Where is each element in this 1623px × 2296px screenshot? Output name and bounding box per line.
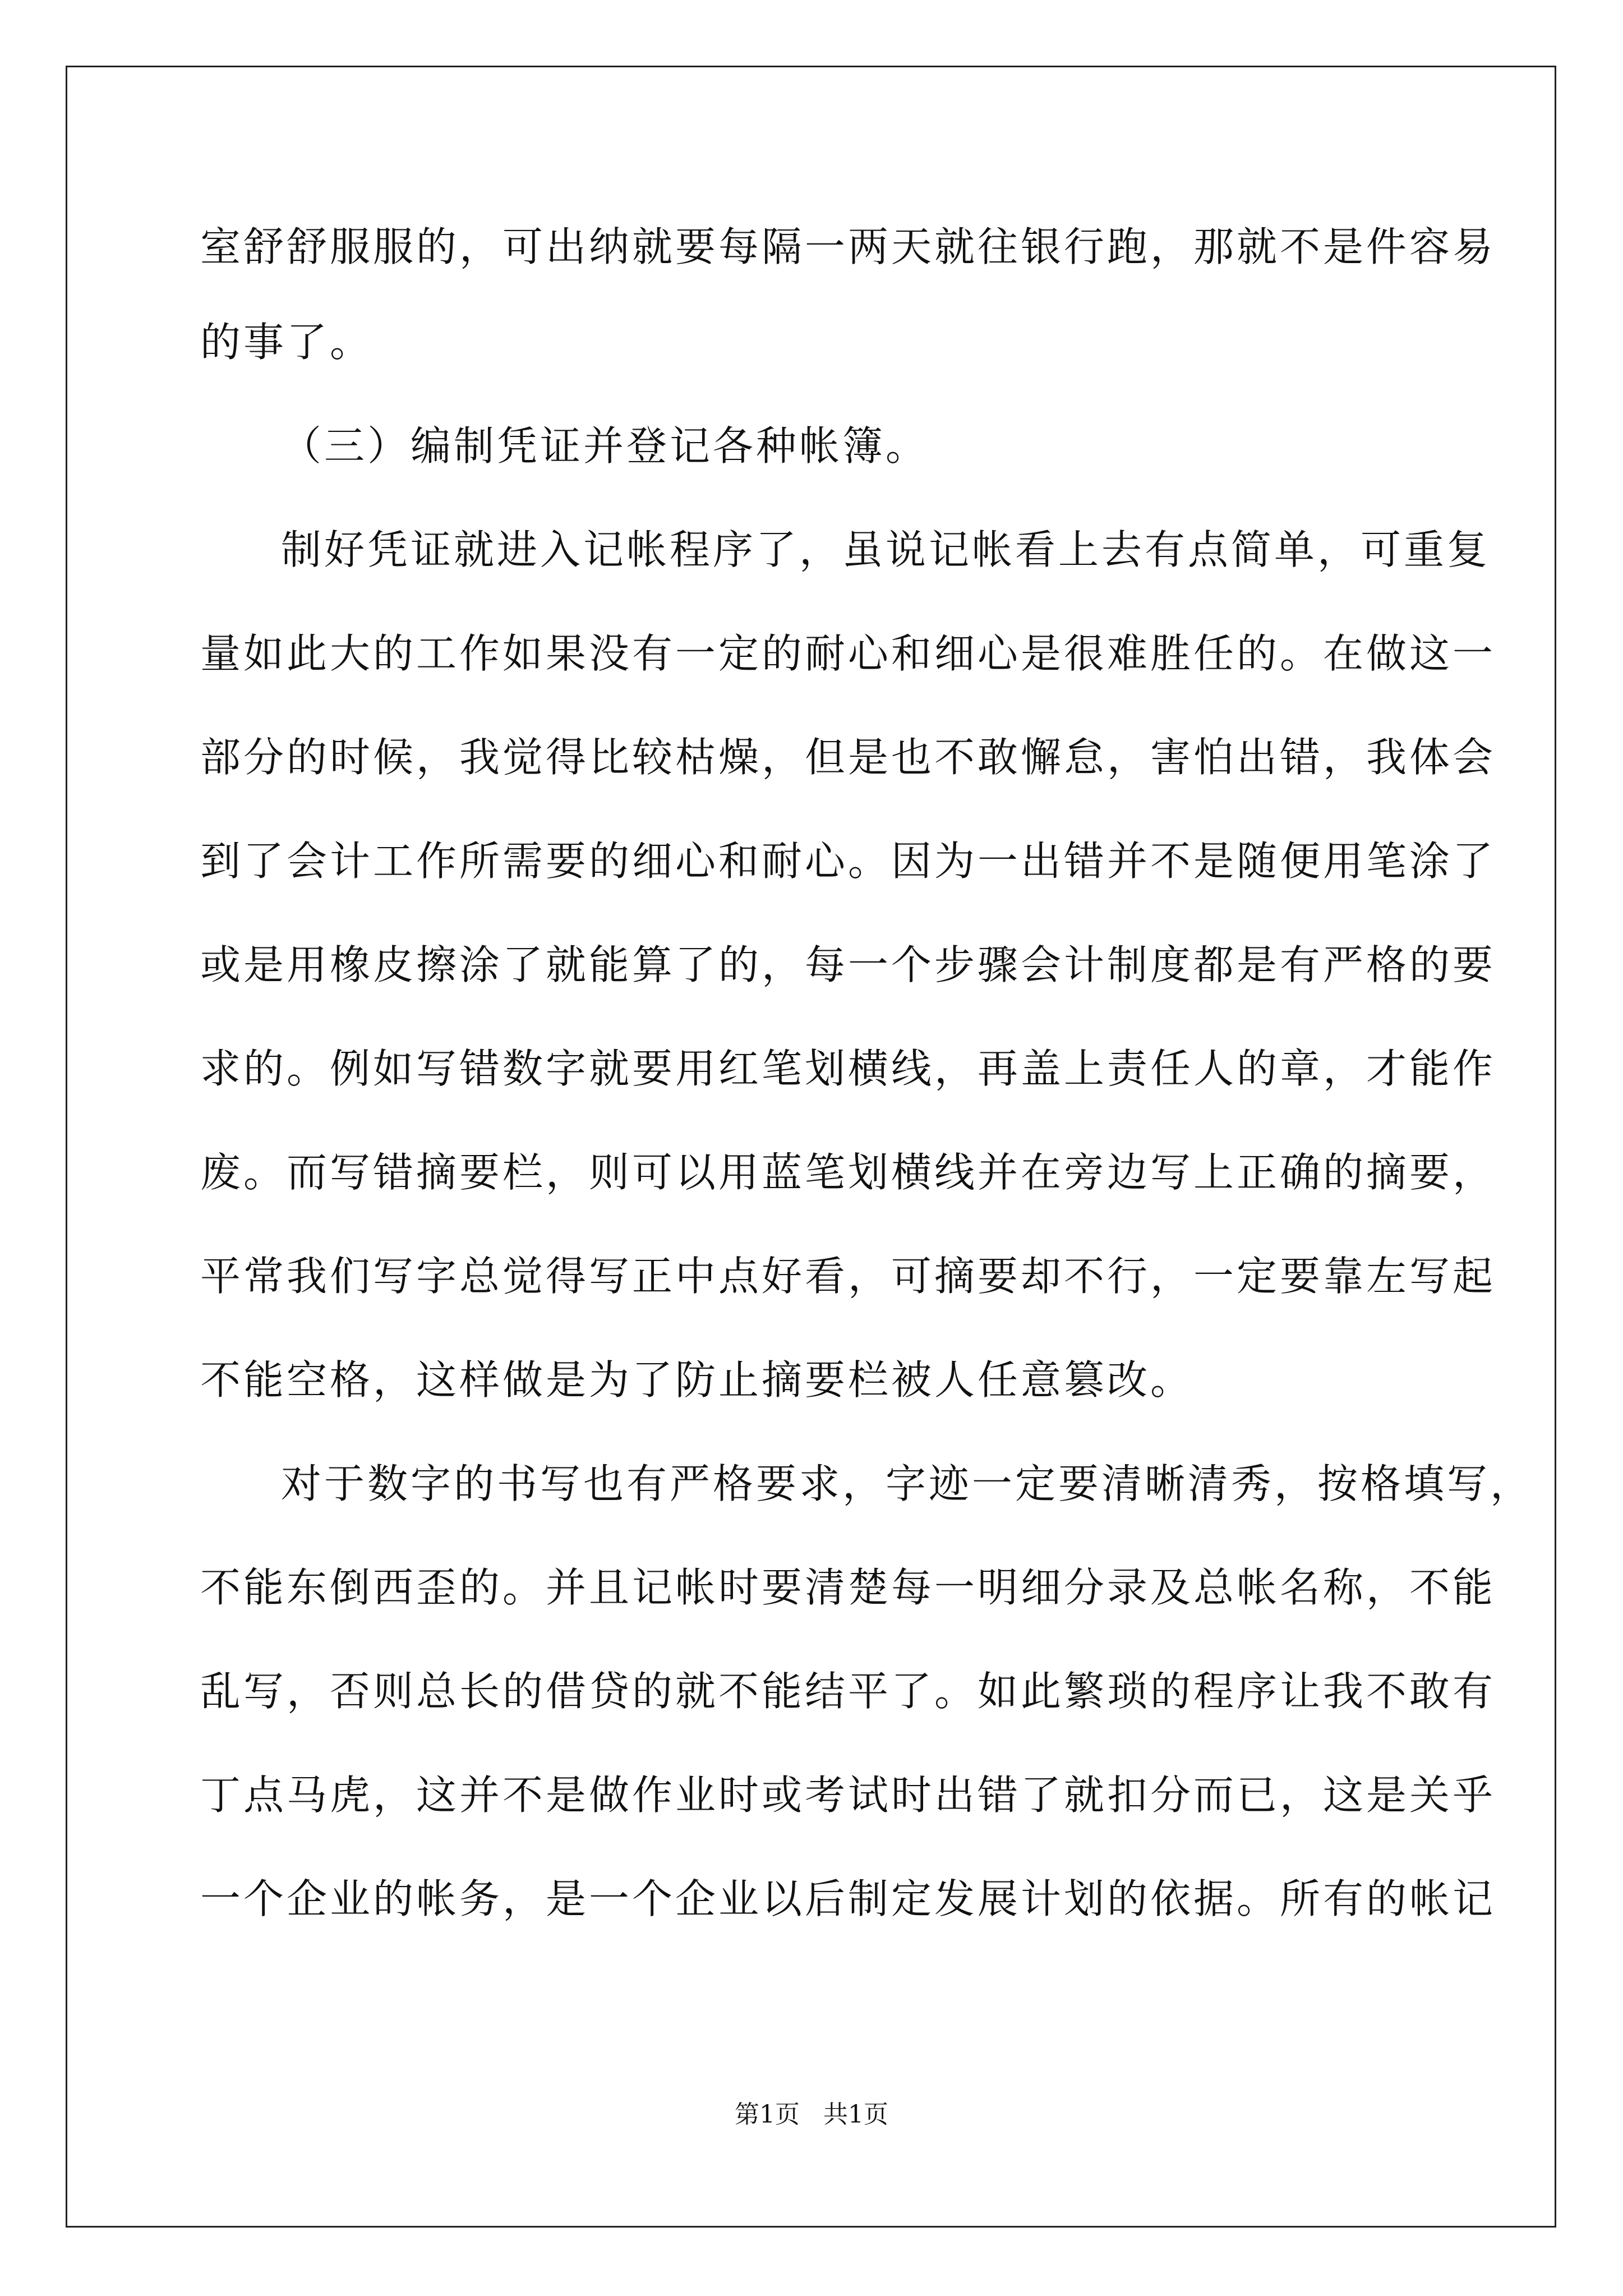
text-line: 到了会计工作所需要的细心和耐心。因为一出错并不是随便用笔涂了 — [200, 838, 1496, 885]
text-line: 乱写，否则总长的借贷的就不能结平了。如此繁琐的程序让我不敢有 — [200, 1668, 1496, 1715]
text-line: 部分的时候，我觉得比较枯燥，但是也不敢懈怠，害怕出错，我体会 — [200, 734, 1496, 781]
text-line: 量如此大的工作如果没有一定的耐心和细心是很难胜任的。在做这一 — [200, 630, 1496, 677]
text-line: 一个企业的帐务，是一个企业以后制定发展计划的依据。所有的帐记 — [200, 1875, 1496, 1922]
text-line: 的事了。 — [200, 319, 374, 366]
text-line: 对于数字的书写也有严格要求，字迹一定要清晰清秀，按格填写， — [281, 1460, 1534, 1507]
text-line: 制好凭证就进入记帐程序了，虽说记帐看上去有点简单，可重复 — [281, 526, 1491, 573]
page-footer: 第1页 共1页 — [735, 2100, 888, 2129]
text-line: 室舒舒服服的，可出纳就要每隔一两天就往银行跑，那就不是件容易 — [200, 223, 1496, 270]
text-line: 或是用橡皮擦涂了就能算了的，每一个步骤会计制度都是有严格的要 — [200, 941, 1496, 988]
section-heading: （三）编制凭证并登记各种帐簿。 — [281, 422, 929, 470]
text-line: 不能东倒西歪的。并且记帐时要清楚每一明细分录及总帐名称，不能 — [200, 1564, 1496, 1611]
text-line: 废。而写错摘要栏，则可以用蓝笔划横线并在旁边写上正确的摘要， — [200, 1149, 1496, 1196]
text-line: 丁点马虎，这并不是做作业时或考试时出错了就扣分而已，这是关乎 — [200, 1772, 1496, 1819]
text-line: 求的。例如写错数字就要用红笔划横线，再盖上责任人的章，才能作 — [200, 1045, 1496, 1092]
text-line: 平常我们写字总觉得写正中点好看，可摘要却不行，一定要靠左写起 — [200, 1253, 1496, 1300]
text-line: 不能空格，这样做是为了防止摘要栏被人任意篡改。 — [200, 1356, 1194, 1404]
